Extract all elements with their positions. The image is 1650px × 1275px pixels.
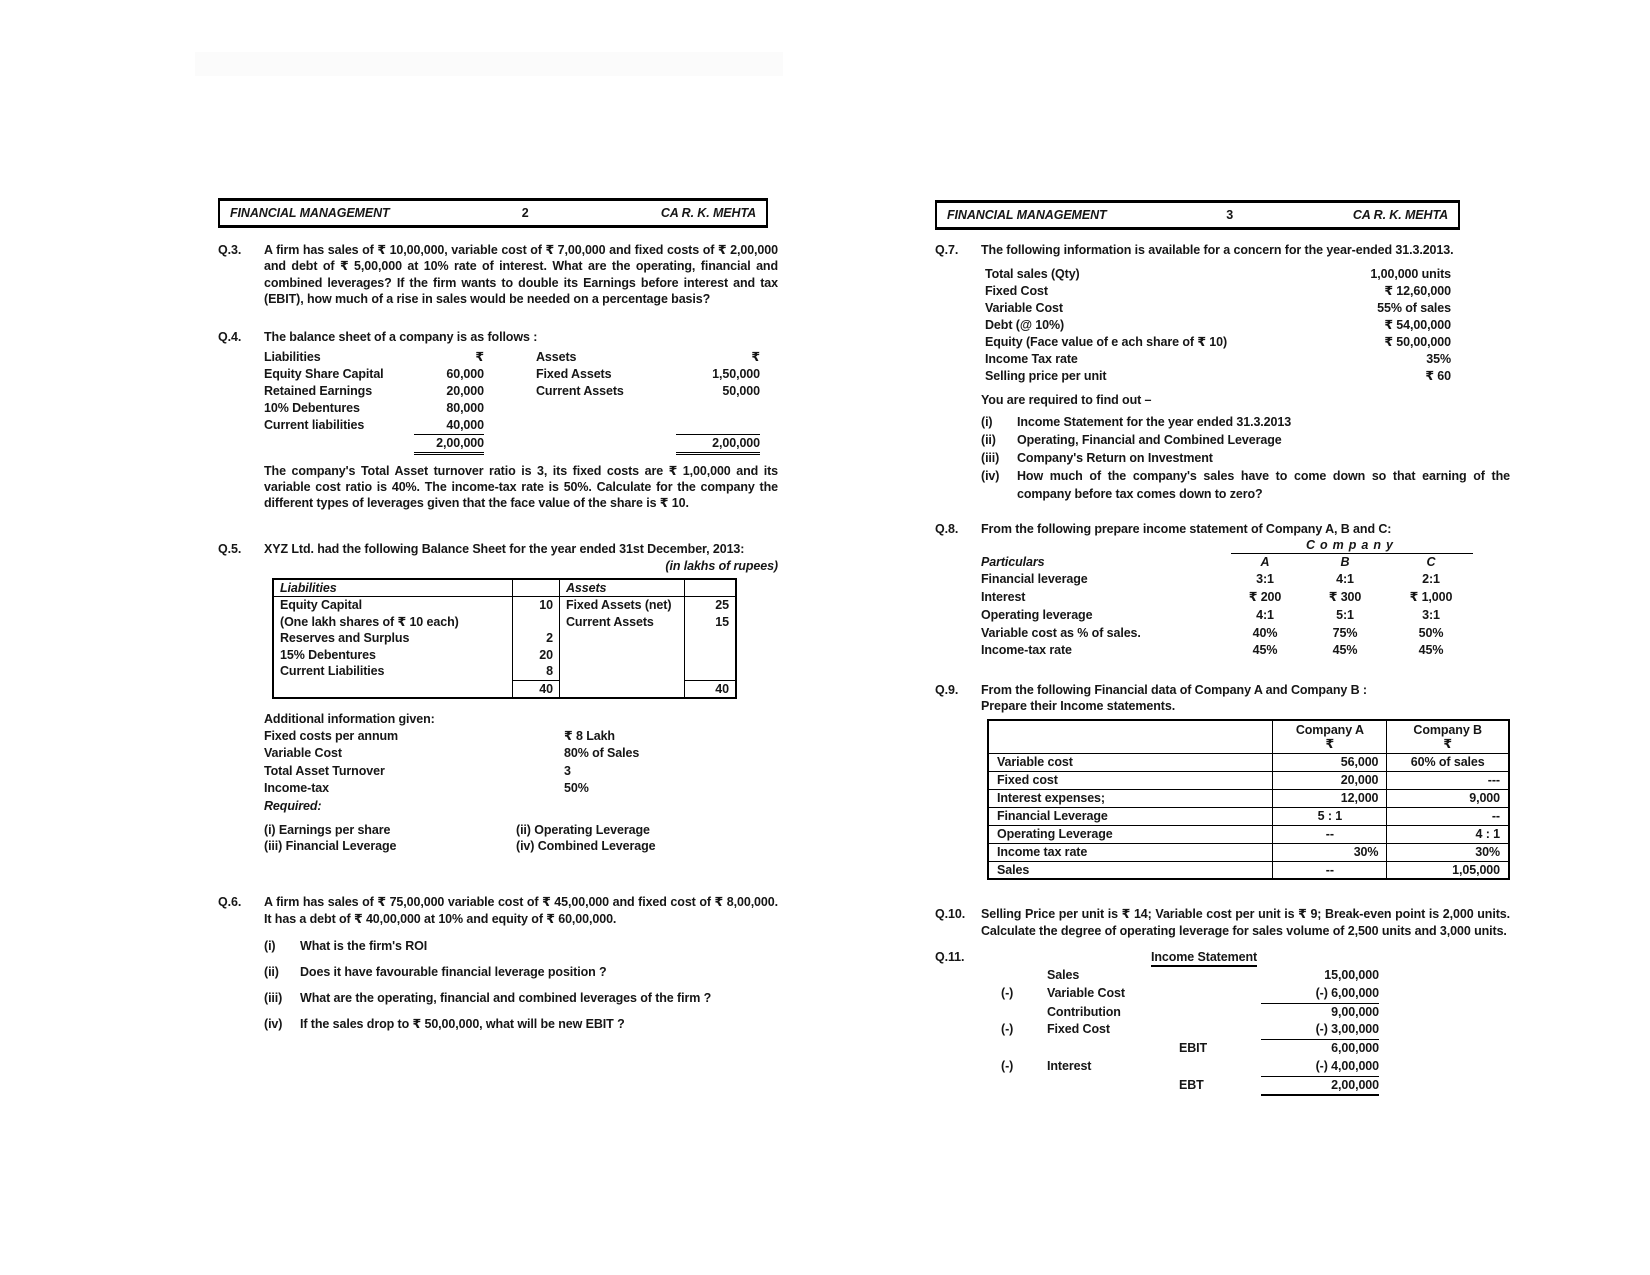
col-company-a-unit: ₹ [1325, 736, 1335, 751]
list-item: (ii) Operating, Financial and Combined Leverage [981, 432, 1282, 447]
table-row: Financial Leverage 5 : 1 -- [988, 807, 1509, 825]
q7-intro: The following information is available for a concern for the year-ended 31.3.2013. [981, 243, 1454, 257]
header-title: FINANCIAL MANAGEMENT [230, 205, 390, 220]
page-2-header [218, 198, 768, 228]
question-q3 [218, 242, 778, 307]
q4-balance-sheet [264, 349, 760, 454]
q4-note: The company's Total Asset turnover ratio is 3, its fixed costs are ₹ 1,00,000 and its variable cost ratio is 40%. The income-tax rate is 50%. Calculate for the company the different types of leverages given that the face value of the share is ₹ 10. [264, 463, 778, 510]
required-row: (iii) Financial Leverage (iv) Combined Leverage [264, 839, 656, 853]
table-row: Current liabilities 40,000 [264, 417, 760, 435]
statement-row: Sales 15,00,000 [1047, 968, 1379, 983]
page-3-header [935, 200, 1460, 230]
q5-unit-note: (in lakhs of rupees) [665, 558, 778, 573]
header-author: CA R. K. MEHTA [1352, 207, 1448, 222]
statement-row: EBIT 6,00,000 [1179, 1041, 1379, 1056]
q5-additional-info-title: Additional information given: [264, 712, 435, 727]
required-row: (i) Earnings per share (ii) Operating Leverage [264, 822, 650, 837]
question-number: Q.9. [935, 683, 959, 697]
header-title: FINANCIAL MANAGEMENT [947, 207, 1107, 222]
statement-row: (-) Variable Cost (-) 6,00,000 [1001, 985, 1510, 1004]
col-c: C [1426, 554, 1436, 569]
statement-row: (-) Fixed Cost (-) 3,00,000 [1001, 1021, 1510, 1040]
list-item: (iii) Company's Return on Investment [981, 450, 1213, 465]
info-row: Fixed costs per annum ₹ 8 Lakh [264, 728, 615, 743]
page-2 [218, 198, 778, 1033]
header-author: CA R. K. MEHTA [660, 205, 756, 220]
table-row: 10% Debentures 80,000 [264, 400, 484, 415]
table-row: Reserves and Surplus 2 [273, 630, 736, 647]
list-item: (iii) What are the operating, financial and combined leverages of the firm ? [264, 991, 712, 1005]
question-q11 [935, 949, 1510, 1097]
question-text: A firm has sales of ₹ 10,00,000, variable cost of ₹ 7,00,000 and fixed costs of ₹ 2,00,000 and debt of ₹ 5,00,000 at 10% rate of interest. What are the operating, financial and combined leverages? If the firm wants to double its Earnings before interest and tax (EBIT), how much of a rise in sales would be needed on a percentage basis? [264, 243, 778, 306]
table-header-row [988, 720, 1509, 754]
info-row: Income-tax 50% [264, 781, 589, 795]
q9-intro-1: From the following Financial data of Company A and Company B : [981, 683, 1367, 697]
table-row: Operating leverage 4:1 5:1 3:1 [981, 607, 1440, 622]
statement-row: EBT 2,00,000 [1001, 1077, 1510, 1097]
table-row: 15% Debentures 20 [273, 647, 736, 664]
fact-row: Variable Cost 55% of sales [985, 301, 1451, 315]
q11-income-statement-title: Income Statement [1151, 949, 1257, 967]
col-company-a: Company A [1295, 722, 1364, 737]
question-number: Q.8. [935, 522, 959, 537]
q5-intro: XYZ Ltd. had the following Balance Sheet for the year ended 31st December, 2013: [264, 542, 745, 557]
question-number: Q.4. [218, 330, 242, 344]
col-a: A [1260, 554, 1270, 569]
table-row: Financial leverage 3:1 4:1 2:1 [981, 572, 1440, 587]
table-header-row: Liabilities Assets [273, 579, 736, 597]
question-q10 [935, 906, 1510, 939]
table-row: Equity Capital 10 Fixed Assets (net) 25 [273, 597, 736, 614]
question-q5 [218, 541, 778, 854]
q9-intro-2: Prepare their Income statements. [981, 699, 1176, 714]
table-header-row [264, 349, 760, 366]
question-number: Q.5. [218, 542, 242, 557]
col-liabilities: Liabilities [264, 350, 321, 365]
list-item: (i) What is the firm's ROI [264, 938, 428, 953]
table-total-row: 40 40 [273, 680, 736, 698]
q6-text: A firm has sales of ₹ 75,00,000 variable cost of ₹ 45,00,000 and fixed cost of ₹ 8,00,000. It has a debt of ₹ 40,00,000 at 10% and equity of ₹ 60,00,000. [264, 895, 778, 926]
question-q4 [218, 329, 778, 511]
question-number: Q.11. [935, 949, 965, 964]
header-page-number: 3 [1226, 207, 1234, 222]
q9-financial-data-table [987, 719, 1510, 881]
question-number: Q.3. [218, 243, 242, 257]
table-row: Current Liabilities 8 [273, 663, 736, 680]
scan-artifact-band [195, 52, 783, 76]
table-row: Fixed cost 20,000 --- [988, 772, 1509, 790]
fact-row: Debt (@ 10%) ₹ 54,00,000 [985, 317, 1451, 332]
list-item: (ii) Does it have favourable financial leverage position ? [264, 964, 607, 979]
question-number: Q.10. [935, 907, 966, 922]
q7-required-intro: You are required to find out – [981, 393, 1152, 408]
table-row: Retained Earnings 20,000 Current Assets 50,000 [264, 384, 760, 398]
statement-row: Contribution 9,00,000 [1047, 1004, 1379, 1019]
list-item: (iv) How much of the company's sales have to come down so that earning of the company before tax comes down to zero? [981, 469, 1510, 502]
table-header-row [981, 554, 1510, 572]
list-item: (i) Income Statement for the year ended 31.3.2013 [981, 414, 1292, 429]
q5-balance-sheet-table [272, 578, 737, 700]
q8-intro: From the following prepare income statement of Company A, B and C: [981, 522, 1392, 537]
info-row: Variable Cost 80% of Sales [264, 746, 640, 760]
statement-row: (-) Interest (-) 4,00,000 [1001, 1058, 1510, 1077]
question-q7 [935, 242, 1510, 503]
question-q9 [935, 682, 1510, 715]
col-rupee: ₹ [475, 350, 484, 365]
page-3 [935, 200, 1510, 1096]
col-company-b: Company B [1413, 722, 1482, 737]
table-row: Sales -- 1,05,000 [988, 861, 1509, 879]
q7-facts [985, 266, 1451, 384]
col-assets: Assets [536, 350, 577, 365]
q10-text: Selling Price per unit is ₹ 14; Variable cost per unit is ₹ 9; Break-even point is 2,000 units. Calculate the degree of operating leverage for sales volume of 2,500 units and 3,000 units. [981, 907, 1510, 938]
q5-required-label: Required: [264, 798, 322, 813]
table-row: Income tax rate 30% 30% [988, 843, 1509, 861]
q8-company-group-header: Company [1231, 538, 1473, 554]
fact-row: Fixed Cost ₹ 12,60,000 [985, 284, 1451, 299]
info-row: Total Asset Turnover 3 [264, 763, 571, 778]
table-row: Operating Leverage -- 4 : 1 [988, 825, 1509, 843]
question-number: Q.6. [218, 895, 242, 910]
col-rupee: ₹ [751, 350, 760, 365]
table-row: (One lakh shares of ₹ 10 each) Current Assets 15 [273, 614, 736, 631]
question-number: Q.7. [935, 243, 959, 257]
fact-row: Equity (Face value of e ach share of ₹ 10) ₹ 50,00,000 [985, 334, 1451, 349]
list-item: (iv) If the sales drop to ₹ 50,00,000, what will be new EBIT ? [264, 1017, 625, 1032]
table-row: Interest ₹ 200 ₹ 300 ₹ 1,000 [981, 590, 1453, 604]
col-company-b-unit: ₹ [1443, 736, 1452, 751]
table-row: Variable cost as % of sales. 40% 75% 50% [981, 625, 1444, 640]
fact-row: Selling price per unit ₹ 60 [985, 368, 1451, 383]
table-total-row: 2,00,000 2,00,000 [264, 435, 760, 455]
col-particulars: Particulars [981, 554, 1045, 569]
fact-row: Income Tax rate 35% [985, 351, 1451, 366]
table-row: Income-tax rate 45% 45% 45% [981, 643, 1444, 658]
table-row: Equity Share Capital 60,000 Fixed Assets 1,50,000 [264, 367, 760, 382]
fact-row: Total sales (Qty) 1,00,000 units [985, 267, 1451, 282]
col-b: B [1340, 554, 1350, 569]
question-q6 [218, 894, 778, 1033]
table-row: Variable cost 56,000 60% of sales [988, 754, 1509, 772]
question-q8 [935, 521, 1510, 660]
header-page-number: 2 [521, 205, 529, 220]
q4-intro: The balance sheet of a company is as follows : [264, 330, 538, 344]
table-row: Interest expenses; 12,000 9,000 [988, 790, 1509, 808]
